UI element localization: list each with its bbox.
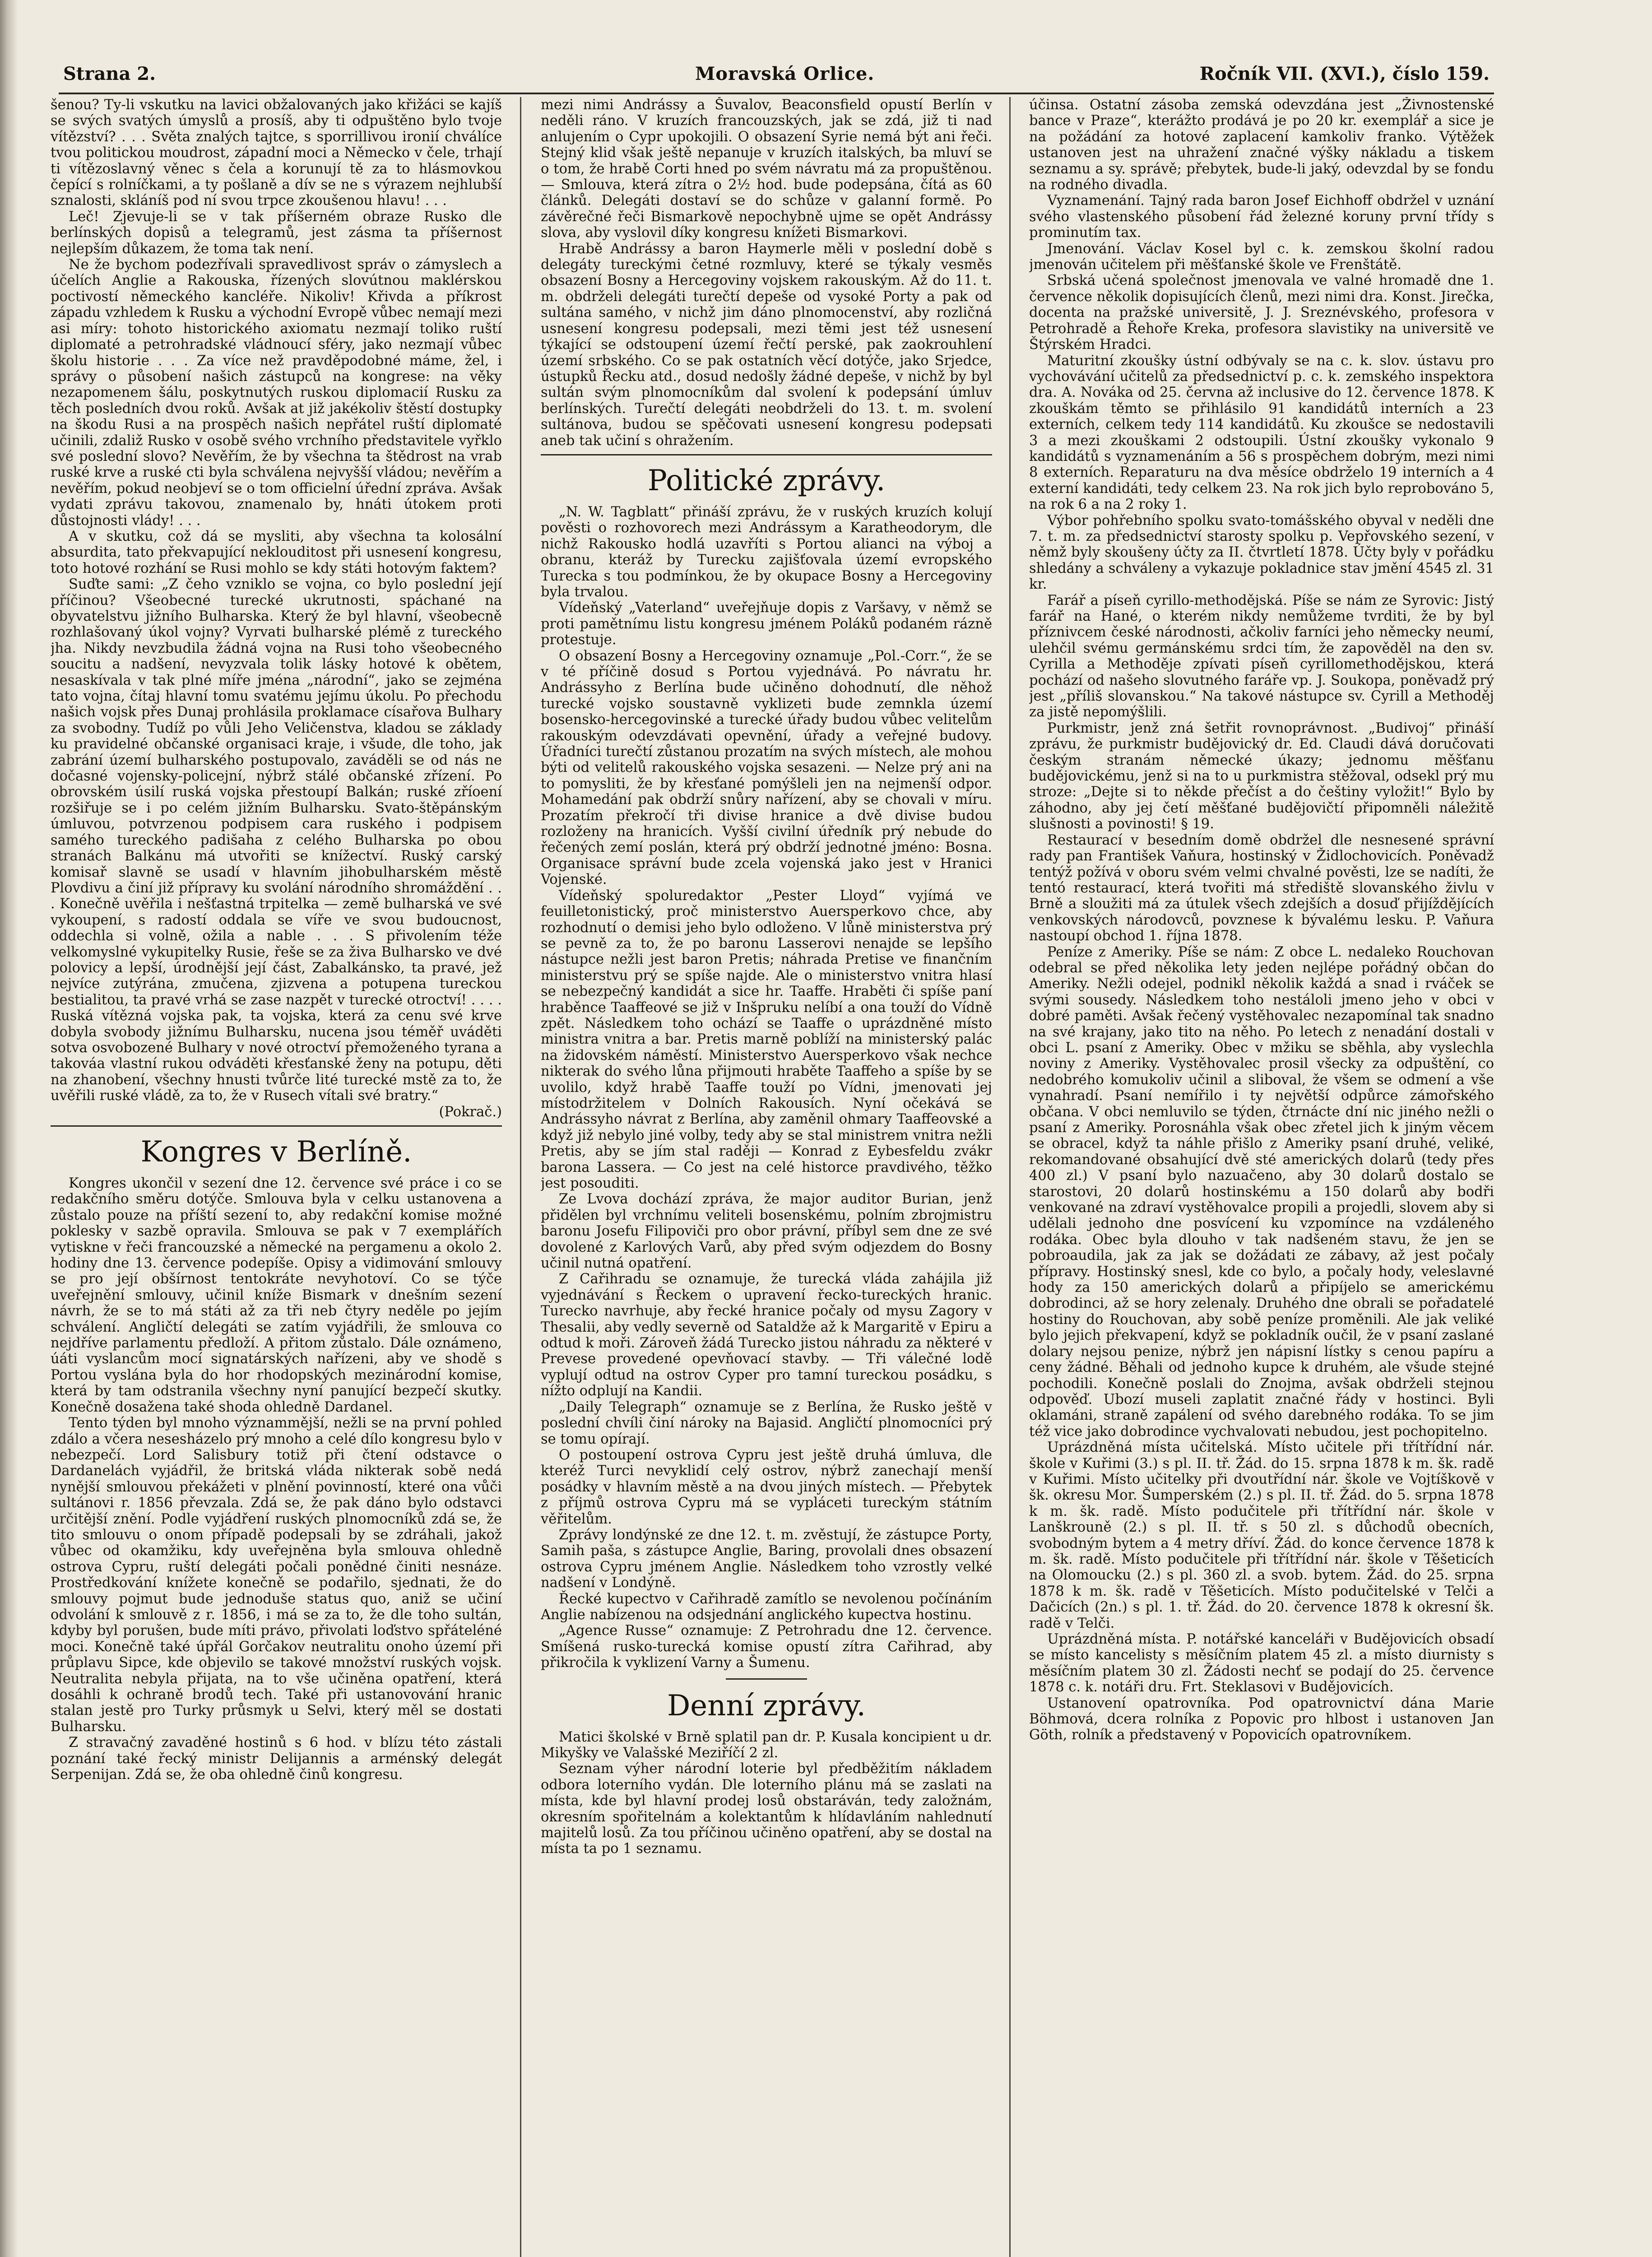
news-item: Zprávy londýnské ze dne 12. t. m. zvěstují, že zástupce Porty, Samih paša, s zástupce Anglie, Baring, provolali dnes obsazení ostrova Cypru jménem Anglie. Následkem toho vzrostly velké nadšení v Londýně. xyxy=(541,1527,992,1591)
column-divider-1 xyxy=(520,97,521,2257)
news-item: Maturitní zkoušky ústní odbývaly se na c. k. slov. ústavu pro vychovávání učitelů za předsednictví p. c. k. zemského inspektora dra. A. Nováka od 25. června až inclusive do 12. července 1878. K zkouškám těmto se přihlásilo 91 kandidátů interních a 23 externích, celkem tedy 114 kandidátů. Ku zkoušce se nedostavili 3 a mezi zkouškami 2 odstoupili. Ústní zkoušky vykonalo 9 kandidátů s vyznamenáním a 56 s prospěchem dobrým, mezi nimi 8 externích. Reparaturu na dva měsíce obdrželo 19 interních a 4 externí kandidáti, tedy celkem 23. Na rok jich bylo reprobováno 5, na rok 6 a na 2 roky 1. xyxy=(1029,353,1494,513)
issue-number: Ročník VII. (XVI.), číslo 159. xyxy=(1199,63,1490,84)
news-item: Restaurací v besedním domě obdržel dle nesnesené správní rady pan František Vaňura, hostinský v Židlochovicích. Poněvadž tentýž požívá v oboru svém velmi chvalné pověsti, lze se nadíti, že tentó restaurací, která tvořiti má střediště slovanského živlu v Brně a sloužiti má za útulek všech zdejších a dosuď přijíždějících venkovských národovců, povznese k bývalému lesku. P. Vaňura nastoupí obchod 1. října 1878. xyxy=(1029,832,1494,944)
news-item: Jmenování. Václav Kosel byl c. k. zemskou školní radou jmenován učitelem při měšťanské škole ve Frenštátě. xyxy=(1029,241,1494,273)
page-number: Strana 2. xyxy=(63,63,156,84)
news-item: Ustanovení opatrovníka. Pod opatrovnictví dána Marie Böhmová, dcera rolníka z Popovic pro hlbost i ustanoven Jan Göth, rolník a představený v Popovicích opatrovníkem. xyxy=(1029,1695,1494,1743)
article-paragraph: A v skutku, což dá se mysliti, aby všechna ta kolosální absurdita, tato překvapující neklouditost při usnesení kongresu, toto hotové rozhání se Rusi mohlo se kdy státi hotovým faktem? xyxy=(51,528,502,576)
section-rule xyxy=(541,454,992,455)
news-item: „Daily Telegraph“ oznamuje se z Berlína, že Rusko ještě v poslední chvíli činí nároky na Bajasid. Angličtí plnomocníci prý se tomu opírají. xyxy=(541,1399,992,1447)
article-paragraph: Leč! Zjevuje-li se v tak příšerném obraze Rusko dle berlínských dopisů a telegramů, jest zásma ta příšernost nejlepším důkazem, že toma tak není. xyxy=(51,209,502,257)
article-paragraph: Tento týden byl mnoho význammější, nežli se na první pohled zdálo a včera nesesházelo prý mnoho a celé dílo kongresu bylo v nebezpečí. Lord Salisbury totiž při čtení odstavce o Dardanelách vyjádřil, že britská vláda nikterak sobě nedá nynější smlouvou překážeti v plnění povinností, které ona vůči sultánovi r. 1856 převzala. Zdá se, že pak dáno bylo odstavci určitější znění. Podle vyjádření ruských plnomocníků zdá se, že tito smlouvu o onom případě podepsali by se zdráhali, jakož vůbec od okamžiku, kdy uveřejněna byla smlouva ohledně ostrova Cypru, ruští delegáti počali ponědné činiti nesnáze. Prostředkování knížete konečně se podařilo, sjednati, že do smlouvy pojmut bude jednoduše status quo, aniž se učiní odvolání k smlouvě z r. 1856, i má se za to, že dle toho sultán, kdyby byl porušen, bude míti právo, přivolati loďstvo spřáteléné moci. Konečně také úpřál Gorčakov neutralitu onoho území při průplavu Sipce, kde objevilo se takové množství ruských vojsk. Neutralita nebyla přijata, na to vše učiněna opatření, která dosáhli k ochraně brodů tech. Také při ustanovování hranic stalan jestě pro Turky průsmyk u Selvi, který měl se dostati Bulharsku. xyxy=(51,1415,502,1735)
news-item: Purkmistr, jenž zná šetřit rovnoprávnost. „Budivoj“ přináší zprávu, že purkmistr budějovický dr. Ed. Claudi dává doručovati českým stranám německé úkazy; jednomu měšťanu budějovickému, jenž si na to u purkmistra stěžoval, odsekl prý mu stroze: „Dejte si to někde přečíst a do češtiny vyložit!“ Bylo by záhodno, aby jej četí měšťané budějovičtí připomněli náležitě slušnosti a povinosti! § 19. xyxy=(1029,720,1494,832)
page-edge-shadow xyxy=(0,0,18,2257)
news-item: Vyznamenání. Tajný rada baron Josef Eichhoff obdržel v uznání svého vlastenského působení řád železné koruny první třídy s prominutím tax. xyxy=(1029,193,1494,241)
section-heading-daily: Denní zprávy. xyxy=(667,1689,866,1723)
running-head xyxy=(63,63,1490,90)
section-rule xyxy=(51,1125,502,1127)
news-item: „N. W. Tagblatt“ přináší zprávu, že v ruských kruzích kolují pověsti o rozhovorech mezi Andrássym a Karatheodorym, dle nichž Rakousko hodlá uzavříti s Portou alianci na výboj a obranu, kteráž by Turecku zajišťovala území evropského Turecka s tou podmínkou, že by okupace Bosny a Hercegoviny byla trvalou. xyxy=(541,504,992,600)
header-rule xyxy=(59,93,1494,94)
news-item: Farář a píseň cyrillo-methodějská. Píše se nám ze Syrovic: Jistý farář na Hané, o kterém nikdy nemůžeme tvrditi, že by byl příznivcem české národnosti, ačkoliv farníci jeho německy neumí, ulehčil svému germánskému srdci tím, že zapověděl na den sv. Cyrilla a Methoděje zpívati píseň cyrillomethodějskou, která pochází od našeho slovutného faráře vp. J. Soukopa, poněvadž prý jest „příliš slovanskou.“ Na takové nástupce sv. Cyrill a Methoděj za jistě nepomýšlili. xyxy=(1029,592,1494,720)
section-heading-congress: Kongres v Berlíně. xyxy=(140,1135,412,1169)
news-item: O postoupení ostrova Cypru jest ještě druhá úmluva, dle kteréž Turci nevyklidí celý ostrov, nýbrž zanechají menší posádky v hlavním městě a na dvou jiných místech. — Přebytek z příjmů ostrova Cypru má se vypláceti tureckým státním věřitelům. xyxy=(541,1447,992,1527)
newspaper-title: Moravská Orlice. xyxy=(695,63,875,84)
news-item: Vídeňský „Vaterland“ uveřejňuje dopis z Varšavy, v němž se proti pamětnímu listu kongresu jménem Poláků podaném rázně protestuje. xyxy=(541,600,992,648)
news-item: Peníze z Ameriky. Píše se nám: Z obce L. nedaleko Rouchovan odebral se před několika lety jeden nejlépe pořádný občan do Ameriky. Nežli odejel, podnikl několik každá a snad i rváček se svými sousedy. Následkem toho nestáloli jmeno jeho v obci v dobré paměti. Avšak řečený vystěhovalec nezapomínal tak snadno na své krajany, jako tito na něho. Po letech z nenadání dostali v obci L. psaní z Ameriky. Obec v mžiku se sběhla, aby vyslechla noviny z Ameriky. Vystěhovalec prosil všecky za odpuštění, co nedobrého komukoliv učinil a sliboval, že všem se odmení a vše vynahradí. Psaní nemířilo i ty největší odpůrce zámořského občana. V obci nemluvilo se týden, čtrnácte dní nic jiného nežli o psaní z Ameriky. Porosnáhla však obec zřetel jich k jiným věcem se obracel, když ta náhle přišlo z Ameriky psaní druhé, veliké, rekomandované obsahující dvě sté amerických dolarů (tedy přes 400 zl.) V psaní bylo nazuačeno, aby 30 dolarů dostalo se starostovi, 20 dolarů hostinskému a 150 dolarů aby bodři venkované na zdraví vystěhovalce propili a projedli, slovem aby si udělali jednoho dne posvícení ku vzpomínce na vzdáleného rodáka. Obec byla dlouho v tak nadšeném stavu, že jen se pobroaudila, jak za jak se dožádati ze zábavy, až jest počaly přípravy. Hostinský snesl, kde co bylo, a počaly hody, veleslavné hody za 150 amerických dolarů a připíjelo se americkému dobrodinci, až se hory zelenaly. Druhého dne obrali se pořadatelé hostiny do Rouchovan, aby sobě peníze proměnili. Ale jak veliké bylo jejich překvapení, když se pokladník oučil, že v psaní zaslané dolary nejsou penize, nýbrž jen nápisní lístky s cenou papíru a ceny žádné. Běhali od jednoho kupce k druhém, ale všude stejné pochodili. Konečně poslali do Znojma, avšak obdrželi stejnou odpověď. Ubozí museli zaplatit značné řády v hostinci. Byli oklamáni, straně zapálení od svého darebného rodáka. To se jim též vice jako dobrodince vychvalovati nebudou, jest pochopitelno. xyxy=(1029,944,1494,1440)
article-paragraph: Z stravačný zavaděné hostinů s 6 hod. v blízu této zástali poznání také řecký ministr Delijannis a arménský delegát Serpenijan. Zdá se, že oba ohledně činů kongresu. xyxy=(51,1735,502,1783)
news-item: Seznam výher národní loterie byl předběžitím nákladem odbora loterního vydán. Dle loterního plánu má se zaslati na místa, kde byl hlavní prodej losů obstaráván, tedy založnám, okresním spořitelnám a kolektantům k hlídavláním nahlednutí majitelů losů. Za tou příčinou učiněno opatření, aby se dostal na místa ta po 1 seznamu. xyxy=(541,1761,992,1857)
section-heading-politics: Politické zprávy. xyxy=(647,464,886,497)
news-item: Z Cařihradu se oznamuje, že turecká vláda zahájila již vyjednávání s Řeckem o upravení řecko-tureckých hranic. Turecko navrhuje, aby řecké hranice počaly od mysu Zagory v Thesalii, aby vedly severně od Sataldže až k Margaritě v Epiru a odtud k moři. Zároveň žádá Turecko jistou náhradu za některé v Prevese provedené opevňovací stavby. — Tři válečné lodě vyplují odtud na ostrov Cyper pro tamní tureckou posádku, s nížto odplují na Kandii. xyxy=(541,1271,992,1399)
article-paragraph: šenou? Ty-li vskutku na lavici obžalovaných jako křižáci se kajíš se svých svatých úmyslů a prosíš, aby ti odpuštěno bylo tvoje vítězství? . . . Světa znalých tajtce, s sporrillivou ironií chválíce tvou politickou moudrost, západní moci a Německo v čele, trhají ti vítězoslavný věnec s čela a korunují tě za to hlásmovkou čepící s rolníčkami, a ty pošlaně a dív se ne s výrazem nejhlubší sznalosti, skláníš pod ní svou trpce zkoušenou hlavu! . . . xyxy=(51,97,502,209)
news-item: „Agence Russe“ oznamuje: Z Petrohradu dne 12. července. Smíšená rusko-turecká komise opustí zítra Cařihrad, aby přikročila k vyklizení Varny a Šumenu. xyxy=(541,1623,992,1671)
news-item: účinsa. Ostatní zásoba zemská odevzdána jest „Živnostenské bance v Praze“, kterážto prodává je po 20 kr. exemplář a sice je na požádání za hotové zaplacení kamkoliv franko. Výtěžek ustanoven jest na uhražení značné výšky nákladu a tiskem seznamu a sy. správě; přebytek, bude-li jaký, odevzdal by se fondu na rodného divadla. xyxy=(1029,97,1494,193)
section-rule xyxy=(726,1678,807,1680)
news-item: Srbská učená společnost jmenovala ve valné hromadě dne 1. července několik dopisujících členů, mezi nimi dra. Konst. Jirečka, docenta na pražské universitě, J. J. Sreznévského, profesora v Petrohradě a Řehoře Krekа, profesora slavistiky na universitě ve Štýrském Hradci. xyxy=(1029,273,1494,353)
news-item: Ze Lvova dochází zpráva, že major auditor Burian, jenž přidělen byl vrchnímu veliteli bosenskému, polním zbrojmistru baronu Josefu Filipoviči pro obor právní, příbyl sem dne ze své dovolené z Karlových Varů, aby před svým odjezdem do Bosny učinil nutná opatření. xyxy=(541,1191,992,1272)
news-item: Výbor pohřebního spolku svato-tomášského obyval v neděli dne 7. t. m. za předsednictví starosty spolku p. Vepřovského sezení, v němž byly skoušeny účty za II. čtvrtletí 1878. Účty byly v pořádku shledány a schváleny a vykazuje pokladnice stav jmění 4545 zl. 31 kr. xyxy=(1029,512,1494,593)
news-item: Uprázdněná místa učitelská. Místo učitele při třítřídní nár. škole v Kuřimi (3.) s pl. II. tř. Žád. do 15. srpna 1878 k m. šk. radě v Kuřimi. Místo učitelky při dvoutřídní nár. škole ve Vojtíškově v šk. okresu Mor. Šumperském (2.) s pl. II. tř. Žád. do 5. srpna 1878 k m. šk. radě. Místo podučitele při třítřídní nár. škole v Lanškrouně (2.) s pl. II. tř. s 50 zl. s důchodů obecních, svobodným bytem a 4 metry dříví. Žád. do konce července 1878 k m. šk. radě. Místo podučitele při třítřídní nár. škole v Těšeticích na Olomoucku (2.) s pl. 360 zl. a svob. bytem. Žád. do 25. srpna 1878 k m. šk. radě v Těšeticích. Místo podučitelské v Telči a Dačicích (2n.) s pl. 1. tř. Žád. do 20. července 1878 k okresní šk. radě v Telči. xyxy=(1029,1440,1494,1631)
article-paragraph: Kongres ukončil v sezení dne 12. července své práce i co se redakčního směru dotýče. Smlouva byla v celku ustanovena a zůstalo pouze na příští sezení to, aby redakční komise možné poklesky v sazbě opravila. Smlouva se pak v 7 exemplářích vytiskne v řeči francouzské a německé na pergamenu a okolo 2. hodiny dne 13. července podepíše. Opisy a vidimování smlouvy se pro její obšírnost tentokráte nevyhotoví. Co se týče uveřejnění smlouvy, učinil kníže Bismark v dnešním sezení návrh, že se to má státi až za tři neb čtyry neděle po jejím schválení. Angličtí delegáti se zatím vyjádřili, že smlouva co nejdříve parlamentu předloží. A přitom zůstalo. Dále oznámeno, úáti vyslancům mocí signatárských nařízeni, aby ve shodě s Portou vyslána byla do hor rhodopských mezinárodní komise, která by tam odstranila všechny nyní panující bezpečí skutky. Konečně dosažena také shoda ohledně Dardanel. xyxy=(51,1175,502,1415)
continuation-note: (Pokrač.) xyxy=(439,1104,502,1120)
right-column xyxy=(1029,97,1494,2257)
article-paragraph: mezi nimi Andrássy a Šuvalov, Beaconsfield opustí Berlín v neděli ráno. V kruzích francouzských, jak se zdá, již ti nad anlujením o Cypr upokojili. O obsazení Syrie nemá být ani řeči. Stejný klid však ještě nepanuje v kruzích italských, ba mluví se o tom, že hrabě Corti hned po svém návratu má za propuštěnou. — Smlouva, která zítra o 2½ hod. bude podepsána, čítá as 60 článků. Delegáti dostaví se do schůze v galanní formě. Po závěrečné řeči Bismarkově nepochybně ujme se opět Andrássy slova, aby vyslovil díky kongresu knížeti Bismarkovi. xyxy=(541,97,992,241)
news-item: Uprázdněná místa. P. notářské kanceláři v Budějovicích obsadí se místo kancelisty s měsíčním platem 45 zl. a místo diurnisty s měsíčním platem 30 zl. Žádosti nechť se podají do 25. července 1878 c. k. notáři dru. Frt. Steklasovi v Budějovicích. xyxy=(1029,1631,1494,1695)
news-item: Řecké kupectvo v Cařihradě zamítlo se nevolenou počínáním Anglie nabízenou na odsjednání anglického kupectva hostinu. xyxy=(541,1591,992,1623)
article-paragraph: Suďte sami: „Z čeho vzniklo se vojna, co bylo poslední její příčinou? Všeobecné turecké ukrutnosti, spáchané na obyvatelstvu jižního Bulharska. Který že byl hlavní, všeobecně rozhlašovaný úkol vojny? Vyrvati bulharské plémě z tureckého jha. Nikdy nevzbudila žádná vojna na Rusi toho všeobecného soucitu a nadšení, nevyzvala tolik lásky hotové k obětem, nesaskívala v tak plné míře jména „národní“, jako se zejména tato vojna, čítaj hlavní tomu svatému jejímu úkolu. Po přechodu našich vojsk přes Dunaj prohlásila proklamace císařova Bulhary za svobodny. Tudíž po vůli Jeho Veličenstva, kladou se základy ku pravidelné občanské organisaci kraje, i všude, dle toho, jak zabrání území bulharského postupovalo, zaváděli se od nás ne dočasné vojensky-policejní, nýbrž stálé občanské zřízení. Po obrovském úsilí ruská vojska přestoupí Balkán; ruské zříoení rozšiřuje se i po celém jižním Bulharsku. Svato-štěpánským úmluvou, potvrzenou podpisem cara ruského i podpisem samého tureckého padišaha z celého Bulharska po obou stranách Balkánu má utvořiti se knížectví. Ruský carský komisař slavně se usadí v hlavním jihobulharském městě Plovdivu a činí již přípravy ku svolání národního shromáždění . . . Konečně uvěřila i nešťastná trpitelka — země bulharská ve své vykoupení, s radostí oddala se víře ve svou budoucnost, oddechla si volně, ožila a nable . . . S přivolením téže velkomyslné vykupitelky Rusie, řeše se za živa Bulharsko ve dvé polovicy a lepší, úrodnější její část, Zabalkánsko, ta pravé, jež nejvíce zutýrána, zmučena, zjizvena a potupena tureckou bestialitou, ta pravé vrhá se zase nazpět v turecké otroctví! . . . . Ruská vítězná vojska pak, ta vojska, která za cenu své krve dobyla svobody jižnímu Bulharsku, nucena jsou téměř uváděti sotva osvobozené Bulhary v nové otroctví přemoženého tyrana a takováa vlastní rukou odváděti křesťanské ženy na potupu, děti na zhanobení, všechny hnusti tvůrče lité turecké mstě za to, že uvěřili ruské vládě, za to, že v Rusech vítali své bratry.“ xyxy=(51,576,502,1104)
news-item: Vídeňský spoluredaktor „Pester Lloyd“ vyjímá ve feuilletonistický, proč ministerstvo Auersperkovo chce, aby rozhodnutí o demisi jeho bylo odloženo. V lůně ministerstva prý se pevně za to, že po baronu Lasserovi nenajde se lepšího nástupce nežli jest baron Pretis; náhrada Pretise ve finančním ministerstvu prý se spíše najde. Ale o ministerstvo vnitra hlasí se nebezpečný kandidát a sice hr. Taaffe. Hraběti či spíše paní hraběnce Taaffeové se již v Inšpruku nelíbí a ona touží do Vídně zpět. Následkem toho ochází se Taaffe o uprázdněné místo ministra vnitra a bar. Pretis marně poblíží na ministerský palác na židovském náměstí. Ministerstvo Auersperkovo však nechce nikterak do svého lůna přijmouti hraběte Taaffeho a spíše by se uvolilo, když hrabě Taaffe touží po Vídni, jmenovati jej místodržitelem v Dolních Rakousích. Nyní očekává se Andrássyho návrat z Berlína, aby zaměnil ohmary Taaffeovské a když již nebylo jiné volby, tedy aby se stal ministrem vnitra nežli Pretis, aby se jím stal raději — Konrad z Eybesfeldu zvákr barona Lassera. — Co jest na celé historce pravdivého, těžko jest posouditi. xyxy=(541,887,992,1191)
article-paragraph: Ne že bychom podezřívali spravedlivost správ o zámyslech a účelích Anglie a Rakouska, řízených slovútnou maklérskou poctivostí německého kancléře. Nikoliv! Křivda a příkrost západu vzhledem k Rusku a východní Evropě vůbec nemají mezi asi míry: tohoto historického axiomatu nezmají toliko ruští diplomaté a petrohradské vládnoucí sféry, jako nezmají vůbec školu historie . . . Za více než pravděpodobné máme, žel, i správy o působení našich zástupců na kongrese: na věky nezapomenem šálu, poskytnutých ruskou diplomacií Rusku za těch posledních dvou roků. Avšak at již jakékoliv štěstí dostupky na škodu Rusi a na prospěch našich nepřátel ruští diplomaté učinili, zdaliž Rusko v osobě svého vrchního představitele vyřklo své poslední slovo? Nevěřím, že by všechna ta štědrost na vrab ruské krve a ruské cti byla schválena nejvyšší vládou; nevěřím a nevěřím, pokud neobjeví se o tom officielní úřední zpráva. Avšak vydati zprávu takovou, znamenalo by, hnáti útokem proti důstojnosti vlády! . . . xyxy=(51,257,502,529)
news-item: O obsazení Bosny a Hercegoviny oznamuje „Pol.-Corr.“, že se v té příčině dosud s Portou vyjednává. Po návratu hr. Andrássyho z Berlína bude učiněno dohodnutí, dle něhož turecké vojsko soustavně vyklizeti bude zemnkla území bosensko-hercegovinské a turecké úřady budou vůbec velitelům rakouským odevzdávati opevnění, úřady a veřejné budovy. Úřadníci turečtí zůstanou prozatím na svých místech, ale mohou býti od velitelů rakouského vojska sesazeni. — Nelze prý ani na to pomysliti, že by křesťané pomýšleli jen na nejmenší odpor. Mohamedání pak obdrží snůry nařízení, aby se chovali v míru. Prozatím překročí tři divise hranice a dvě divise budou rozloženy na hranicích. Vyšší civilní úředník prý nebude do řečených zemí poslán, která prý obdrží jednotné jméno: Bosna. Organisace správní bude zcela vojenská jako jest v Hranici Vojenské. xyxy=(541,648,992,888)
article-paragraph: Hrabě Andrássy a baron Haymerle měli v poslední době s delegáty tureckými četné rozmluvy, které se týkaly vesměs obsazení Bosny a Hercegoviny vojskem rakouským. Až do 11. t. m. obdrželi delegáti turečtí depeše od vysoké Porty a pak od sultána samého, v nichž jim dáno plnomocenství, aby rozličná usnesení kongresu podepsali, mezi těmi jest též usnesení týkající se odstoupení území řečtí perské, pak zaokrouhlení území srbského. Co se pak ostatních věcí dotýče, jako Srjedce, ústupků Řecku atd., dosud nedošly žádné depeše, v nichž by byl sultán svým plnomocníkům dal svolení k podepsání úmluv berlínských. Turečtí delegáti neobdrželi do 13. t. m. svolení sultánova, budou se spěčovati usnesení kongresu podepsati aneb tak učiní s ohražením. xyxy=(541,241,992,449)
left-column xyxy=(51,97,502,2257)
column-divider-2 xyxy=(1009,97,1011,2257)
middle-column xyxy=(541,97,992,2257)
news-item: Matici školské v Brně splatil pan dr. P. Kusala koncipient u dr. Mikyšky ve Valašské Meziříčí 2 zl. xyxy=(541,1729,992,1761)
